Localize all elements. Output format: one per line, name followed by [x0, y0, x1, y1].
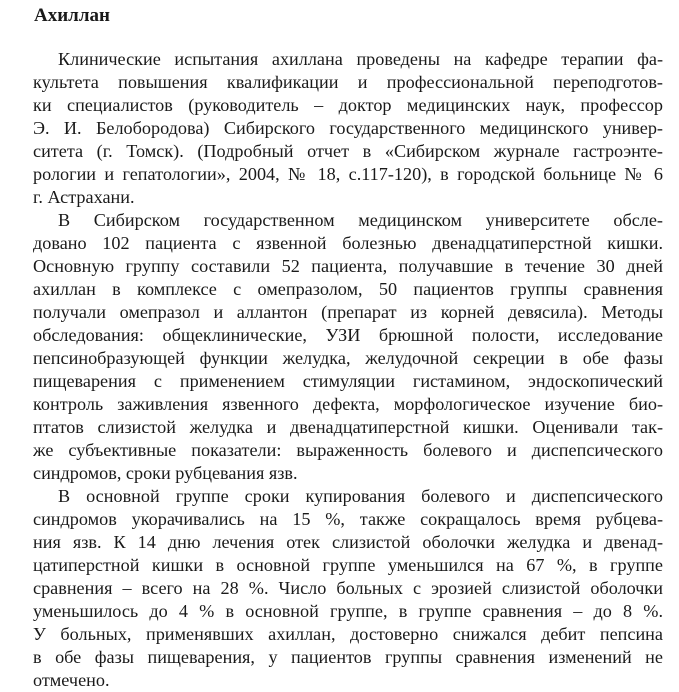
text-line: ахиллан в комплексе с омепразолом, 50 пациентов группы сравнения [33, 279, 663, 299]
text-line: уменьшилось до 4 % в основной группе, в группе сравнения – до 8 %. [33, 601, 663, 621]
text-line: в обе фазы пищеварения, у пациентов группы сравнения изменений не [33, 647, 663, 667]
text-line: пищеварения с применением стимуляции гистамином, эндоскопический [33, 371, 663, 391]
text-line: цатиперстной кишки в основной группе уменьшился на 67 %, в группе [33, 555, 663, 575]
document-title: Ахиллан [34, 5, 110, 26]
text-line: сравнения – всего на 28 %. Число больных с эрозией слизистой оболочки [33, 578, 663, 598]
text-line: довано 102 пациента с язвенной болезнью двенадцатиперстной кишки. [33, 233, 663, 253]
text-line: В основной группе сроки купирования болевого и диспепсического [58, 486, 663, 506]
text-line: ки специалистов (руководитель – доктор медицинских наук, профессор [33, 95, 663, 115]
text-line: Э. И. Белобородова) Сибирского государственного медицинского универ- [33, 118, 663, 138]
text-line: ния язв. К 14 дню лечения отек слизистой оболочки желудка и двенад- [33, 532, 663, 552]
text-line: синдромов укорачивались на 15 %, также сокращалось время рубцева- [33, 509, 663, 529]
text-line: же субъективные показатели: выраженность болевого и диспепсического [33, 440, 663, 460]
text-line: пепсинобразующей функции желудка, желудочной секреции в обе фазы [33, 348, 663, 368]
text-line: контроль заживления язвенного дефекта, морфологическое изучение био- [33, 394, 663, 414]
text-line: У больных, применявших ахиллан, достоверно снижался дебит пепсина [33, 624, 663, 644]
text-line: отмечено. [33, 670, 110, 690]
text-line: синдромов, сроки рубцевания язв. [33, 463, 298, 483]
text-line: ситета (г. Томск). (Подробный отчет в «Сибирском журнале гастроэнте- [33, 141, 663, 161]
text-line: Основную группу составили 52 пациента, получавшие в течение 30 дней [33, 256, 663, 276]
text-line: рологии и гепатологии», 2004, № 18, с.117-120), в городской больнице № 6 [33, 164, 663, 184]
text-line: птатов слизистой желудка и двенадцатиперстной кишки. Оценивали так- [33, 417, 663, 437]
text-line: В Сибирском государственном медицинском университете обсле- [58, 210, 663, 230]
text-line: Клинические испытания ахиллана проведены на кафедре терапии фа- [58, 49, 663, 69]
text-line: получали омепразол и аллантон (препарат из корней девясила). Методы [33, 302, 663, 322]
text-line: г. Астрахани. [33, 187, 135, 207]
text-line: обследования: общеклинические, УЗИ брюшной полости, исследование [33, 325, 663, 345]
text-line: культета повышения квалификации и профессиональной переподготов- [33, 72, 663, 92]
